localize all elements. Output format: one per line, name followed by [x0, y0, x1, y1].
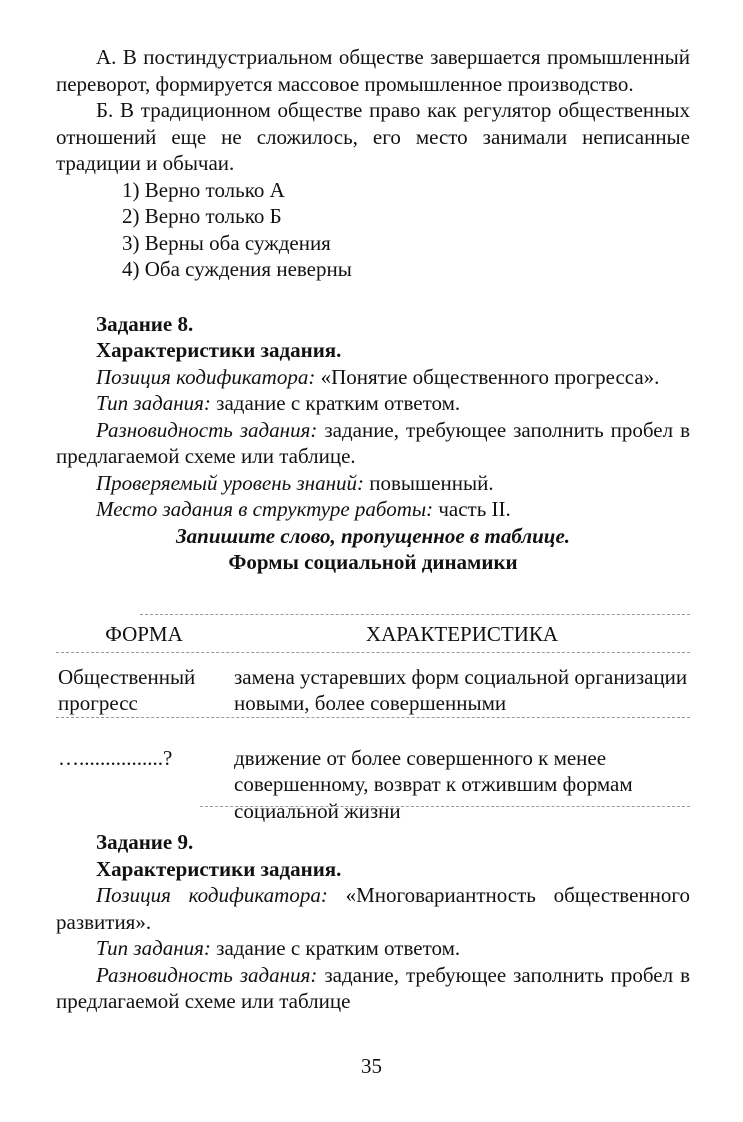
- task9-variety: [56, 962, 690, 1015]
- table-title: Формы социальной динамики: [228, 550, 518, 574]
- table-row: [56, 656, 690, 731]
- option-3: 3) Верны оба суждения: [122, 230, 331, 255]
- task8-title: Задание 8.: [96, 311, 194, 336]
- social-dynamics-table: [56, 615, 690, 834]
- task9-codifier-value: «Многовариантность общественного развития».: [56, 883, 690, 934]
- task8-variety: [56, 417, 690, 470]
- table-row: [56, 731, 690, 835]
- table-rule-header: [56, 652, 690, 653]
- table-cell-desc: замена устаревших форм социальной организации новыми, более совершенными: [234, 664, 688, 715]
- task8-type: [56, 390, 690, 417]
- task8-place-label: Место задания в структуре работы:: [96, 497, 434, 521]
- task8-place: [56, 496, 690, 523]
- table-rule-middle: [56, 717, 690, 718]
- task9-block: [56, 829, 690, 1015]
- task9-char-title: Характеристики задания.: [96, 856, 342, 881]
- task8-level-value: повышенный.: [369, 470, 494, 495]
- task8-codifier-label: Позиция кодификатора:: [96, 364, 316, 389]
- task9-type: [56, 935, 690, 962]
- task9-type-value: задание с кратким ответом.: [216, 936, 461, 960]
- option-1: 1) Верно только А: [122, 177, 285, 202]
- task8-level: [56, 470, 690, 497]
- task9-title: Задание 9.: [96, 830, 194, 854]
- table-rule-top: [140, 614, 690, 615]
- task9-codifier-label: Позиция кодификатора:: [96, 883, 328, 907]
- table-header-form: ФОРМА: [105, 622, 183, 646]
- option-4: 4) Оба суждения неверны: [122, 257, 352, 281]
- task8-place-value: часть II.: [438, 497, 511, 521]
- table-cell-form: Общественный прогресс: [58, 664, 196, 715]
- statement-a: А. В постиндустриальном обществе завершается промышленный переворот, формируется массовое промышленное производство.: [56, 45, 690, 96]
- task9-variety-value: задание, требующее заполнить пробел в предлагаемой схеме или таблице: [56, 962, 690, 1013]
- table-rule-bottom: [200, 806, 690, 807]
- table-header-characteristic: ХАРАКТЕРИСТИКА: [365, 622, 559, 646]
- task8-variety-value: задание, требующее заполнить пробел в предлагаемой схеме или таблице.: [56, 417, 690, 468]
- table-cell-form-blank: …................?: [58, 745, 173, 770]
- task9-variety-label: Разновидность задания:: [96, 962, 318, 987]
- page-number: 35: [361, 1054, 382, 1078]
- task8-variety-label: Разновидность задания:: [96, 417, 318, 442]
- statement-b: Б. В традиционном обществе право как регулятор общественных отношений еще не сложилось, его место занимали неписанные традиции и обычаи.: [56, 98, 690, 175]
- task9-type-label: Тип задания:: [96, 936, 211, 960]
- option-2: 2) Верно только Б: [122, 204, 282, 228]
- task8-codifier-value: «Понятие общественного прогресса».: [320, 364, 660, 389]
- task8-codifier: [56, 364, 690, 391]
- table-header-row: [56, 615, 690, 656]
- task8-type-value: задание с кратким ответом.: [216, 391, 461, 415]
- task8-char-title: Характеристики задания.: [96, 338, 342, 362]
- task8-instruction: Запишите слово, пропущенное в таблице.: [175, 523, 571, 548]
- task8-type-label: Тип задания:: [96, 391, 211, 415]
- task9-codifier: [56, 882, 690, 935]
- task8-level-label: Проверяемый уровень знаний:: [96, 470, 364, 495]
- table-cell-desc: движение от более совершенного к менее совершенному, возврат к отжившим формам социальной жизни: [234, 745, 633, 823]
- top-text-block: [56, 44, 690, 576]
